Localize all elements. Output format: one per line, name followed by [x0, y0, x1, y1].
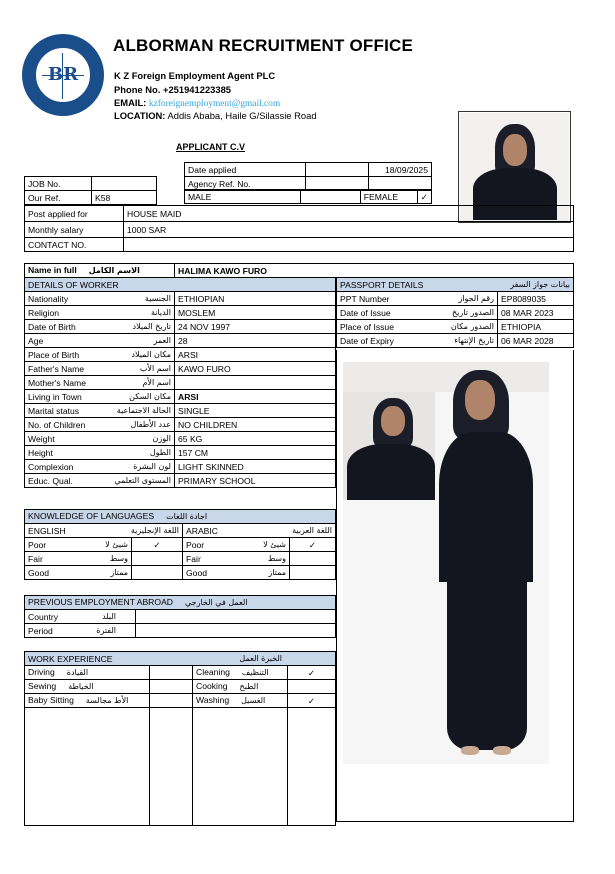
male-label: MALE	[185, 190, 301, 204]
salary-value: 1000 SAR	[124, 222, 574, 238]
languages-table	[24, 509, 336, 580]
passport-row	[337, 292, 574, 306]
date-applied-label: Date applied	[185, 163, 306, 177]
english-level-label: Poor شيئ لا	[25, 538, 132, 552]
document-title: APPLICANT C.V	[176, 142, 246, 152]
skill-label: Cooking الطبخ	[193, 680, 288, 694]
post-salary-table	[24, 205, 574, 252]
worker-detail-label: Height الطول	[25, 446, 175, 460]
applicant-full-body-photo	[343, 362, 549, 764]
full-body-photo-area	[336, 350, 574, 822]
worker-detail-value: NO CHILDREN	[175, 418, 336, 432]
skill-label: Sewing الخياطة	[25, 680, 150, 694]
worker-detail-row	[25, 292, 336, 306]
passport-row	[337, 306, 574, 320]
worker-detail-row	[25, 334, 336, 348]
passport-label: Place of Issue الصدور مكان	[337, 320, 498, 334]
worker-detail-value: ARSI	[175, 348, 336, 362]
passport-label: Date of Issue الصدور تاريخ	[337, 306, 498, 320]
language-level-row	[25, 538, 336, 552]
worker-detail-label: Complexion لون البشرة	[25, 460, 175, 474]
worker-detail-value: KAWO FURO	[175, 362, 336, 376]
skill-label: Washing الغسيل	[193, 694, 288, 708]
arabic-level-label: Good ممتاز	[183, 566, 290, 580]
worker-detail-row	[25, 418, 336, 432]
worker-detail-value: ETHIOPIAN	[175, 292, 336, 306]
arabic-level-checkmark: ✓	[290, 538, 336, 552]
worker-detail-row	[25, 306, 336, 320]
arabic-label: ARABIC اللغة العربية	[183, 524, 336, 538]
female-label: FEMALE	[360, 190, 417, 204]
gender-table	[184, 189, 432, 204]
worker-detail-row	[25, 320, 336, 334]
phone-value: +251941223385	[162, 84, 232, 95]
location-line: LOCATION: Addis Ababa, Haile G/Silassie Road	[114, 110, 317, 121]
name-value: HALIMA KAWO FURO	[175, 264, 574, 278]
skill-checkmark	[150, 680, 193, 694]
worker-detail-row	[25, 390, 336, 404]
worker-detail-label: Nationality الجنسية	[25, 292, 175, 306]
worker-detail-label: Religion الديانة	[25, 306, 175, 320]
work-experience-row	[25, 680, 336, 694]
job-no-value	[92, 177, 157, 191]
languages-header: KNOWLEDGE OF LANGUAGES اجادة اللغات	[25, 510, 336, 524]
worker-detail-row	[25, 348, 336, 362]
skill-checkmark	[150, 694, 193, 708]
work-experience-row	[25, 694, 336, 708]
country-label: Country البلد	[25, 610, 136, 624]
language-level-row	[25, 566, 336, 580]
passport-header: PASSPORT DETAILS بيانات جواز السفر	[337, 278, 574, 292]
arabic-level-label: Poor شيئ لا	[183, 538, 290, 552]
worker-detail-label: Age العمر	[25, 334, 175, 348]
email-link[interactable]: kzforeignemployment@gmail.com	[148, 99, 281, 109]
english-label: ENGLISH اللغة الإنجليزية	[25, 524, 183, 538]
name-label: Name in full الاسم الكامل	[25, 264, 175, 278]
worker-details-table	[24, 277, 336, 488]
arabic-level-checkmark	[290, 566, 336, 580]
email-line: EMAIL: kzforeignemployment@gmail.com	[114, 97, 281, 109]
worker-detail-row	[25, 376, 336, 390]
agent-name: K Z Foreign Employment Agent PLC	[114, 70, 276, 81]
worker-detail-label: No. of Children عدد الأطفال	[25, 418, 175, 432]
passport-value: 08 MAR 2023	[498, 306, 574, 320]
location-value: Addis Ababa, Haile G/Silassie Road	[167, 110, 317, 121]
language-level-row	[25, 552, 336, 566]
worker-detail-row	[25, 474, 336, 488]
passport-label: PPT Number رقم الجواز	[337, 292, 498, 306]
passport-row	[337, 334, 574, 348]
skill-checkmark	[150, 666, 193, 680]
worker-detail-value: PRIMARY SCHOOL	[175, 474, 336, 488]
our-ref-value: K58	[92, 191, 157, 205]
worker-detail-label: Place of Birth مكان الميلاد	[25, 348, 175, 362]
skill-checkmark: ✓	[288, 666, 336, 680]
agency-ref-label: Agency Ref. No.	[185, 177, 306, 191]
arabic-level-label: Fair وسط	[183, 552, 290, 566]
worker-detail-value	[175, 376, 336, 390]
worker-detail-row	[25, 404, 336, 418]
job-ref-table	[24, 176, 157, 205]
period-label: Period الفترة	[25, 624, 136, 638]
contact-label: CONTACT NO.	[25, 238, 124, 252]
worker-detail-value: 28	[175, 334, 336, 348]
previous-employment-table	[24, 595, 336, 638]
worker-detail-row	[25, 460, 336, 474]
worker-detail-value: LIGHT SKINNED	[175, 460, 336, 474]
passport-value: EP8089035	[498, 292, 574, 306]
worker-detail-label: Weight الوزن	[25, 432, 175, 446]
male-checkmark	[300, 190, 360, 204]
skill-label: Cleaning التنظيف	[193, 666, 288, 680]
passport-value: ETHIOPIA	[498, 320, 574, 334]
english-level-label: Fair وسط	[25, 552, 132, 566]
worker-detail-label: Father's Name اسم الأب	[25, 362, 175, 376]
english-level-checkmark: ✓	[132, 538, 183, 552]
skill-checkmark	[288, 680, 336, 694]
worker-detail-value: SINGLE	[175, 404, 336, 418]
passport-value: 06 MAR 2028	[498, 334, 574, 348]
english-level-label: Good ممتاز	[25, 566, 132, 580]
job-no-label: JOB No.	[25, 177, 92, 191]
date-agency-table	[184, 162, 432, 191]
country-value	[136, 610, 336, 624]
company-seal-icon	[34, 46, 92, 104]
phone-line: Phone No. +251941223385	[114, 84, 232, 95]
post-label: Post applied for	[25, 206, 124, 222]
worker-detail-row	[25, 446, 336, 460]
worker-detail-value: MOSLEM	[175, 306, 336, 320]
logo-letters: BR	[47, 64, 79, 85]
post-value: HOUSE MAID	[124, 206, 574, 222]
worker-detail-value: 65 KG	[175, 432, 336, 446]
work-experience-table	[24, 651, 336, 826]
date-applied-value: 18/09/2025	[369, 163, 432, 177]
worker-detail-label: Living in Town مكان السكن	[25, 390, 175, 404]
arabic-level-checkmark	[290, 552, 336, 566]
company-name: ALBORMAN RECRUITMENT OFFICE	[113, 36, 414, 55]
worker-detail-value: 157 CM	[175, 446, 336, 460]
contact-value	[124, 238, 574, 252]
passport-label: Date of Expiry تاريخ الإنتهاء	[337, 334, 498, 348]
period-value	[136, 624, 336, 638]
english-level-checkmark	[132, 552, 183, 566]
worker-detail-row	[25, 362, 336, 376]
previous-employment-header: PREVIOUS EMPLOYMENT ABROAD العمل في الخارجي	[25, 596, 336, 610]
worker-detail-label: Marital status الحالة الاجتماعية	[25, 404, 175, 418]
worker-detail-label: Mother's Name اسم الأم	[25, 376, 175, 390]
worker-detail-value: 24 NOV 1997	[175, 320, 336, 334]
our-ref-label: Our Ref.	[25, 191, 92, 205]
worker-detail-label: Date of Birth تاريخ الميلاد	[25, 320, 175, 334]
skill-checkmark: ✓	[288, 694, 336, 708]
female-checkmark: ✓	[417, 190, 431, 204]
worker-details-header: DETAILS OF WORKER	[25, 278, 336, 292]
skill-label: Driving القيادة	[25, 666, 150, 680]
skill-label: Baby Sitting الأط مجالسة	[25, 694, 150, 708]
work-experience-header: WORK EXPERIENCE الخبرة العمل	[25, 652, 336, 666]
passport-row	[337, 320, 574, 334]
english-level-checkmark	[132, 566, 183, 580]
name-table	[24, 263, 574, 278]
worker-detail-label: Educ. Qual. المستوى التعلمي	[25, 474, 175, 488]
salary-label: Monthly salary	[25, 222, 124, 238]
work-experience-row	[25, 666, 336, 680]
company-logo	[22, 34, 104, 116]
worker-detail-row	[25, 432, 336, 446]
passport-table	[336, 277, 574, 348]
worker-detail-value: ARSI	[175, 390, 336, 404]
